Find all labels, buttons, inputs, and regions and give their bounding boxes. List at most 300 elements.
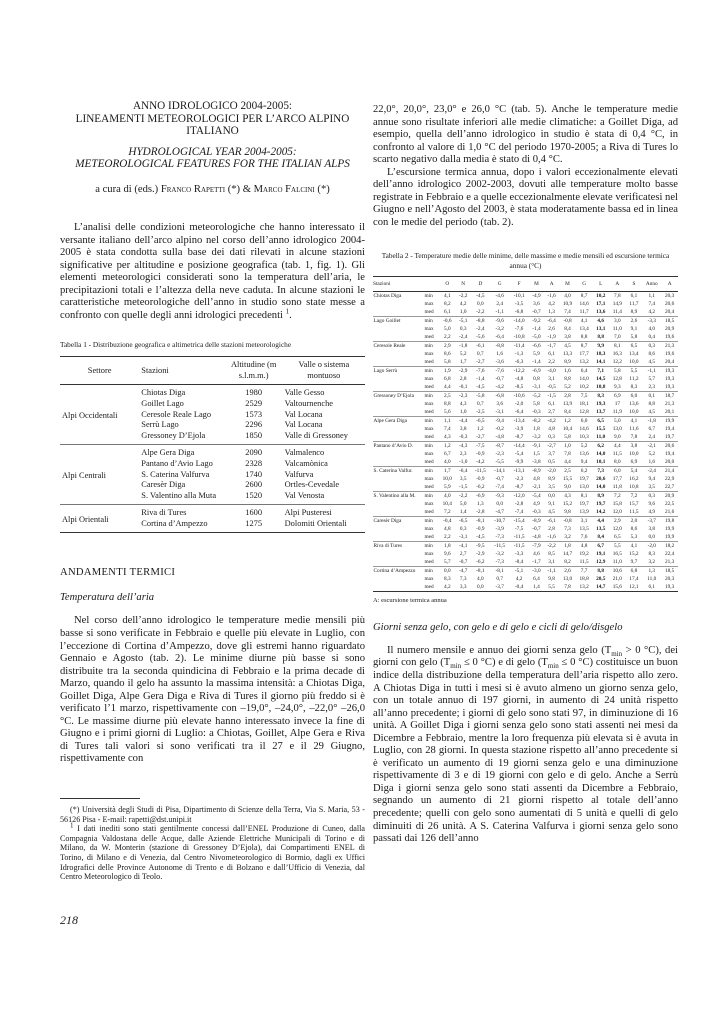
table2-cell: 2,4 — [496, 300, 503, 307]
table2-cell: 15,2 — [629, 550, 639, 557]
table2-row — [373, 425, 678, 433]
table2-row — [373, 383, 678, 392]
table2-station — [373, 533, 424, 542]
table2-cell: 14,7 — [592, 583, 609, 592]
table2-cell: 21,6 — [665, 508, 675, 515]
table2-cell: 4,5 — [648, 408, 656, 415]
table2-cell: 4,9 — [533, 500, 540, 507]
table2-cell: -3,1 — [495, 408, 504, 415]
table2-row — [373, 500, 678, 508]
table2-cell: -11,4 — [509, 341, 528, 350]
table2-cell: -2,2 — [544, 541, 559, 550]
table2-cell: 9,0 — [564, 483, 571, 490]
table2-cell: 8,7 — [576, 341, 593, 350]
table2-cell: 16,3 — [612, 350, 622, 357]
table2-cell: 13,0 — [562, 575, 573, 582]
table2-cell: 6,1 — [548, 350, 555, 357]
table2-cell: -7,6 — [514, 325, 524, 332]
table2-cell: 3,6 — [533, 300, 540, 307]
table2-station — [373, 508, 424, 517]
table2-cell: -2,4 — [476, 325, 485, 332]
table2-cell: 11,0 — [596, 433, 606, 440]
table2-caption: Tabella 2 - Temperature medie delle minime, delle massime e medie mensili ed escursione termica annua (°C) — [381, 251, 670, 270]
table2-cell: 10,6 — [609, 566, 626, 575]
subscript: min — [450, 662, 462, 671]
table1-cell: Ortles-Cevedale — [284, 480, 340, 490]
table2-cell: 20,1 — [665, 408, 675, 415]
table2-cell: -8,1 — [490, 566, 509, 575]
table2-cell: 6,5 — [626, 341, 643, 350]
table2-cell: 4,8 — [443, 525, 451, 532]
authors-prefix: a cura di (eds.) — [95, 183, 159, 195]
table1-cell: 1573 — [245, 409, 263, 419]
table2-cell: 20,3 — [665, 292, 675, 299]
table2-row — [373, 508, 678, 517]
table2-cell: -5,8 — [471, 391, 490, 400]
table2-header: D — [471, 276, 490, 291]
table2-cell: -0,2 — [495, 425, 504, 432]
table2-cell: 6,1 — [548, 400, 555, 407]
table2-cell: 20,6 — [596, 475, 606, 482]
table2-cell: 6,2 — [576, 466, 593, 475]
intro-paragraph: L’analisi delle condizioni meteorologiche che hanno interessato il versante italiano dell’arco alpino nel corso dell’anno idrologico 2004-2005 è stata condotta sulla base dei dati rilevati in alcune stazioni significative per altitudine e posizione geografica (tab. 1, fig. 1). Gli elementi meteorologici considerati sono la temperatura dell’aria, le precipitazioni totali e l’altezza della neve caduta. In alcune stazioni le caratteristiche meteorologiche dell’anno in studio sono state messe a confronto con quelle degli anni idrologici precedenti $^1$. — [60, 221, 365, 321]
table2-station: Cortina d’Ampezzo — [373, 566, 424, 575]
table2-cell: 11,5 — [629, 508, 639, 515]
table2-station — [373, 525, 424, 533]
table2-cell: -0,8 — [559, 516, 576, 525]
table1-cell: Dolomiti Orientali — [283, 519, 365, 533]
table2-station: Chiotas Diga — [373, 292, 402, 299]
table2-cell: 7,4 — [648, 300, 656, 307]
table2-cell: med — [424, 358, 434, 365]
table2-cell: -10,1 — [513, 292, 525, 299]
table2-cell: 20,4 — [665, 358, 675, 365]
table2-cell: -0,6 — [439, 316, 456, 325]
table2-cell: 6,1 — [642, 583, 661, 592]
table2-cell: -8,1 — [471, 516, 490, 525]
table2-cell: 8,4 — [597, 533, 605, 540]
table2-cell: -2,8 — [514, 500, 524, 507]
table2-cell: 2,9 — [439, 341, 456, 350]
table2-cell: 9,6 — [648, 500, 656, 507]
table2-cell: 9,9 — [592, 341, 609, 350]
table2-cell: 5,0 — [459, 500, 467, 507]
table2-cell: -0,9 — [476, 475, 485, 482]
table2-cell: 6,5 — [592, 416, 609, 425]
table2-cell: -1,5 — [459, 483, 468, 490]
table2-cell: -4,7 — [456, 566, 471, 575]
table2-cell: 6,9 — [609, 391, 626, 400]
table2-cell: 19,9 — [661, 416, 678, 425]
table2-cell: 21,0 — [612, 575, 622, 582]
table2-cell: 14,0 — [596, 450, 606, 457]
table2-cell: 15,7 — [629, 500, 639, 507]
table2-cell: 3,8 — [648, 525, 656, 532]
table2-cell: -1,3 — [514, 350, 524, 357]
table2-cell: 7,6 — [580, 533, 588, 540]
table2-cell: 10,0 — [629, 450, 639, 457]
table2-cell: 12,9 — [596, 558, 606, 565]
table1-cell: Caresèr Diga — [141, 480, 186, 490]
table2-cell: -1,8 — [456, 341, 471, 350]
table2-cell: 13,4 — [629, 350, 639, 357]
table2-cell: 1,4 — [529, 583, 544, 592]
table2-header: N — [456, 276, 471, 291]
table2-cell: -2,7 — [476, 358, 485, 365]
table2-cell: -2,2 — [459, 292, 468, 299]
table2-cell: 10,8 — [596, 383, 606, 390]
table2-cell: -6,4 — [544, 316, 559, 325]
table2-cell: 10,3 — [579, 433, 589, 440]
table2-cell: 8,9 — [630, 308, 638, 315]
table2-cell: 3,1 — [548, 558, 555, 565]
table2-cell: 19,4 — [665, 450, 675, 457]
table2-cell: med — [424, 308, 434, 315]
table2-cell: 1,8 — [439, 541, 456, 550]
table2-cell: -1,1 — [544, 566, 559, 575]
table2-cell: -3,6 — [495, 358, 504, 365]
table2-cell: -7,3 — [495, 558, 504, 565]
table2-cell: 4,6 — [533, 550, 540, 557]
table1-cell: Valle di Gressoney — [284, 430, 348, 440]
table2-cell: 6,7 — [592, 541, 609, 550]
table2-header: L — [592, 276, 609, 291]
table2-cell: med — [424, 583, 439, 592]
table2-cell: 2,2 — [443, 333, 451, 340]
table2-station: Gressoney D’Ejola — [373, 391, 424, 400]
table2-cell: -8,8 — [471, 316, 490, 325]
table2-row — [373, 491, 678, 500]
table2-cell: 22,7 — [665, 483, 675, 490]
table2-cell: 5,3 — [630, 533, 638, 540]
table2-cell: -9,3 — [490, 491, 509, 500]
table1-cell: 1600 — [225, 505, 283, 519]
table2-cell: -3,0 — [529, 566, 544, 575]
table2-row — [373, 450, 678, 458]
table2-cell: -8,7 — [514, 433, 524, 440]
table2-cell: -4,9 — [532, 292, 541, 299]
table2-cell: 1,2 — [439, 441, 456, 450]
table2-cell: -14,1 — [490, 466, 509, 475]
table2-cell: 14,6 — [579, 300, 589, 307]
table2-cell: 4,5 — [559, 341, 576, 350]
table2-row — [373, 341, 678, 350]
table2-cell: 16,2 — [629, 475, 639, 482]
table2-row — [373, 291, 678, 300]
footnote-mark: 1 — [70, 821, 74, 830]
table2-cell: -1,1 — [495, 308, 504, 315]
table2-cell: 10,2 — [596, 292, 606, 299]
table2-cell: -2,7 — [544, 441, 559, 450]
table2-cell: min — [424, 391, 439, 400]
table2-cell: 14,7 — [562, 550, 573, 557]
table2-cell: -4,5 — [476, 292, 485, 299]
table2-cell: 6,5 — [614, 533, 621, 540]
table2-row — [373, 400, 678, 408]
table2-cell: 4,4 — [443, 383, 451, 390]
table2-station — [373, 408, 424, 417]
footnote-1 — [60, 821, 365, 882]
table2-cell: -6,9 — [471, 491, 490, 500]
table2-station — [373, 458, 424, 467]
table2-cell: 3,8 — [626, 441, 643, 450]
authors-line — [60, 183, 365, 196]
table2-cell: 3,5 — [459, 475, 467, 482]
table2-cell: med — [424, 558, 434, 565]
table2-cell: -0,4 — [509, 583, 528, 592]
table2-cell: max — [424, 300, 434, 307]
table2-station — [373, 450, 424, 458]
table2-cell: -1,0 — [459, 458, 468, 465]
table2-row — [373, 583, 678, 592]
table2-station — [373, 333, 424, 342]
table2-cell: 8,8 — [648, 400, 656, 407]
table2-cell: -8,1 — [471, 566, 490, 575]
table2-cell: 8,8 — [597, 333, 605, 340]
table2-cell: 17,7 — [612, 475, 622, 482]
table2-cell: -3,2 — [532, 433, 541, 440]
table2-cell: 15,2 — [562, 500, 573, 507]
table2-cell: max — [424, 450, 434, 457]
table2-cell: max — [424, 400, 434, 407]
table2-cell: -1,4 — [532, 325, 541, 332]
table2-cell: 1,7 — [439, 466, 456, 475]
table2-cell: 8,9 — [592, 491, 609, 500]
table2-cell: -8,2 — [529, 416, 544, 425]
table2-cell: 1,8 — [533, 425, 540, 432]
table2-cell: min — [424, 466, 439, 475]
table2-cell: -6,5 — [471, 416, 490, 425]
table2-cell: -4,2 — [495, 383, 504, 390]
table2-cell: 19,3 — [665, 383, 675, 390]
table2-cell: 19,7 — [596, 500, 606, 507]
table2-cell: 2,9 — [609, 516, 626, 525]
table2-cell: -4,8 — [514, 375, 524, 382]
table2-cell: -1,6 — [547, 533, 556, 540]
table2-station — [373, 500, 424, 508]
table2-cell: 7,3 — [564, 525, 571, 532]
table2-cell: 5,0 — [443, 325, 451, 332]
table2-cell: -4,2 — [476, 458, 485, 465]
table2-cell: 1,3 — [548, 308, 555, 315]
table2-cell: 10,2 — [579, 383, 589, 390]
table1-header: Valle o sistema montuoso — [283, 357, 365, 385]
table2-header: G — [490, 276, 509, 291]
table2-cell: -0,7 — [495, 375, 504, 382]
table2-cell: 8,2 — [564, 558, 571, 565]
table1-cell: Valfurva — [284, 469, 314, 479]
table2-cell: 7,2 — [443, 508, 451, 515]
table2-cell: 6,0 — [626, 391, 643, 400]
table2-cell: 5,7 — [443, 558, 451, 565]
table2-cell: -3,5 — [514, 300, 524, 307]
table2-cell: 3,1 — [576, 516, 593, 525]
table2-cell: 7,8 — [564, 450, 571, 457]
table2-cell: -4,1 — [456, 541, 471, 550]
table2-cell: 9,0 — [614, 433, 621, 440]
table2-station — [373, 575, 424, 583]
table2-cell: 1,0 — [559, 441, 576, 450]
table2-cell: 14,1 — [596, 358, 606, 365]
intro-text: L’analisi delle condizioni meteorologiche che hanno interessato il versante italiano dell’arco alpino nel corso dell’anno idrologico 2004-2005 è stata condotta sulla base dei dati rilevati in alcune stazioni significative per altitudine e posizione geografica (tab. 1, fig. 1). Gli elementi meteorologici considerati sono la temperatura dell’aria, le precipitazioni totali e l’altezza della neve caduta. In alcune stazioni le caratteristiche meteorologiche dell’anno in studio sono state messe a confronto con quelle degli anni idrologici precedenti — [60, 221, 365, 321]
table2-cell: -11,5 — [509, 541, 528, 550]
table2-cell: -3,9 — [495, 525, 504, 532]
table2-cell: 5,0 — [609, 416, 626, 425]
table2-cell: 1,8 — [559, 541, 576, 550]
table2-cell: -4,8 — [495, 433, 504, 440]
table2-cell: 9,1 — [630, 325, 638, 332]
table2-cell: 17,7 — [579, 350, 589, 357]
table2-cell: 1,0 — [459, 408, 467, 415]
table2-cell: -0,1 — [459, 383, 468, 390]
table2-cell: 13,6 — [629, 400, 639, 407]
table2-cell: 9,4 — [580, 458, 588, 465]
table2-row — [373, 375, 678, 383]
table2-row — [373, 575, 678, 583]
table2-cell: 11,9 — [612, 408, 622, 415]
table2-cell: 7,3 — [459, 575, 467, 582]
table2-cell: 14,6 — [579, 425, 589, 432]
table2-cell: 20,4 — [665, 308, 675, 315]
table2-cell: 4,4 — [592, 516, 609, 525]
table2-cell: -9,4 — [490, 416, 509, 425]
table2-cell: 5,5 — [544, 583, 559, 592]
table2-cell: 4,0 — [443, 458, 451, 465]
table2-header: S — [626, 276, 643, 291]
table2-cell: 22,5 — [665, 500, 675, 507]
table2-cell: -14,0 — [509, 316, 528, 325]
table2-cell: -2,9 — [476, 550, 485, 557]
table2-cell: 11,8 — [612, 483, 622, 490]
table2-cell: 5,4 — [626, 466, 643, 475]
table2-cell: 4,2 — [548, 300, 555, 307]
table2-cell: max — [424, 475, 434, 482]
table2-cell: 12,2 — [612, 358, 622, 365]
continued-paragraph: 22,0°, 20,0°, 23,0° e 26,0 °C (tab. 5). Anche le temperature medie annue sono risultate inferiori alle medie climatiche: a Goillet Diga, ad esempio, quella dell’anno idrologico in studio è stata di 0,4 °C, in confronto al valore di 1,0 °C del periodo 1970-2005; a Riva di Tures lo scarto negativo dalla media è stato di 0,4 °C. — [373, 104, 678, 166]
table2-cell: -4,3 — [456, 441, 471, 450]
table2-cell: 0,0 — [544, 491, 559, 500]
table2-cell: 0,3 — [548, 433, 555, 440]
table2-cell: 2,5 — [559, 466, 576, 475]
table2-cell: -1,5 — [544, 391, 559, 400]
table2-cell: 20,9 — [661, 491, 678, 500]
table2-row — [373, 550, 678, 558]
table2-header — [424, 276, 439, 291]
table1-header: Settore — [60, 357, 139, 385]
table2-cell: 9,3 — [614, 383, 621, 390]
table1-cell: Alpe Gera Diga — [139, 445, 224, 459]
table2-cell: 12,0 — [612, 508, 622, 515]
table2-cell: 0,0 — [477, 300, 484, 307]
table1-cell: Chiotas Diga — [141, 388, 186, 398]
table2-cell: 8,3 — [443, 575, 451, 582]
table2-cell: min — [424, 341, 439, 350]
table2-cell: 17,4 — [629, 575, 639, 582]
table2-cell: 2,2 — [548, 358, 555, 365]
subscript: min — [547, 662, 559, 671]
table2-cell: 5,8 — [630, 333, 638, 340]
table2-row — [373, 475, 678, 483]
table2-cell: 4,4 — [564, 458, 571, 465]
table1-cell: Valmalenco — [283, 445, 365, 459]
table2-cell: 8,0 — [614, 458, 621, 465]
table2-cell: 12,8 — [579, 408, 589, 415]
text-fragment: ≤ 0 °C) costituisce un buon indice della distribuzione della temperatura dell’aria rispetto allo zero. A Chiotas Diga in tutti i mesi si è avuto almeno un giorno senza gelo, con un totale annuo di 197 giorni, in aumento di 24 unità rispetto all’anno precedente; i giorni di gelo sono stati 97, in diminuzione di 16 unità. A Goillet Diga i giorni senza gelo sono stati assenti nei mesi da Dicembre a Febbraio, mentre la loro frequenza più elevata si è avuta in Luglio, con 28 giorni. In questa stazione rispetto all’anno precedente si è verificato un aumento di 19 giorni senza gelo e una diminuzione rispettivamente di 3 e di 19 giorni con gelo e di gelo. Anche a Serrù Diga i giorni senza gelo sono stati assenti da Dicembre a Febbraio, segnando un aumento di 21 giorni rispetto al totale dell’anno precedente; quelli con gelo sono aumentati di 5 unità e quelli di gelo diminuiti di 26 unità. A S. Caterina Valfurva i giorni senza gelo sono passati dai 126 dell’anno — [373, 657, 678, 845]
table2-cell: 15,8 — [612, 500, 622, 507]
table2-cell: 9,1 — [548, 500, 555, 507]
table1-cell: Alpi Pusteresi — [283, 505, 365, 519]
table2-cell: 3,8 — [564, 333, 571, 340]
table2-cell: 13,6 — [579, 450, 589, 457]
table2-cell: -8,9 — [529, 466, 544, 475]
author-mark: (*) — [317, 183, 330, 195]
table2-cell: 3,0 — [609, 316, 626, 325]
table2-cell: -4,5 — [476, 533, 485, 540]
table2-cell: 19,3 — [661, 366, 678, 375]
table1-cell: 1520 — [245, 490, 263, 500]
article-title-english — [60, 146, 365, 171]
table2-cell: 6,7 — [443, 450, 451, 457]
table2-cell: 18,7 — [661, 391, 678, 400]
table2-cell: 14,9 — [612, 300, 622, 307]
table2-cell: 16,5 — [612, 550, 622, 557]
table2-cell: min — [424, 366, 439, 375]
table2-cell: -0,3 — [532, 408, 541, 415]
table2-cell: -3,7 — [490, 583, 509, 592]
table1-cell: Riva di Tures — [139, 505, 224, 519]
table1-cell: Pantano d’Avio Lago — [141, 458, 213, 468]
table2-cell: -6,1 — [544, 516, 559, 525]
table2-cell: max — [424, 575, 434, 582]
table2-cell: 5,8 — [564, 433, 571, 440]
table2-cell: -8,9 — [529, 516, 544, 525]
table2-cell: 7,8 — [559, 583, 576, 592]
table2-cell: -12,0 — [509, 491, 528, 500]
table2-cell: -1,6 — [547, 292, 556, 299]
table2-cell: 4,1 — [576, 316, 593, 325]
table2-cell: 19,6 — [665, 333, 675, 340]
table2-cell: max — [424, 500, 434, 507]
table2-cell: 4,8 — [548, 425, 555, 432]
table2-cell: 15,5 — [562, 475, 573, 482]
table2-cell: -6,4 — [495, 333, 504, 340]
table2-cell: 4,0 — [477, 575, 484, 582]
table2-cell: 10,4 — [442, 500, 452, 507]
table2-cell: 4,2 — [439, 583, 456, 592]
table2-cell: min — [424, 541, 439, 550]
table2-cell: 13,2 — [576, 583, 593, 592]
table2-cell: 11,0 — [612, 325, 622, 332]
table2-row — [373, 300, 678, 308]
table2-cell: 6,1 — [443, 308, 451, 315]
table2-cell: 5,8 — [609, 366, 626, 375]
table2-cell: -7,6 — [471, 366, 490, 375]
table2-cell: -0,7 — [495, 475, 504, 482]
table2-cell: 9,7 — [630, 558, 638, 565]
table2-cell: med — [424, 508, 434, 515]
table1-row — [60, 385, 365, 399]
table2-station — [373, 583, 424, 592]
table2-cell: 11,7 — [629, 300, 639, 307]
table2-cell: 6,0 — [609, 466, 626, 475]
title-line: ITALIANO — [186, 125, 239, 138]
table2-cell: 4,8 — [576, 541, 593, 550]
table2-cell: 5,9 — [533, 350, 540, 357]
table2-cell: 8,1 — [609, 341, 626, 350]
table2-station — [373, 383, 424, 392]
table2-row — [373, 441, 678, 450]
table2-cell: 19,7 — [579, 500, 589, 507]
